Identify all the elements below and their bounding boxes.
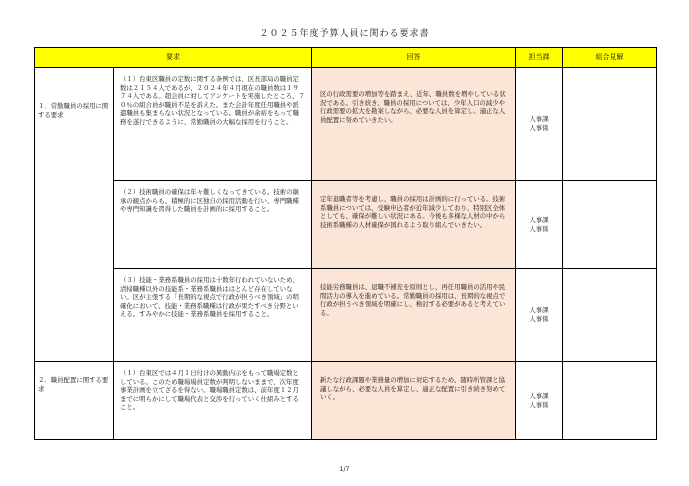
department-cell [516, 269, 563, 362]
answer-cell: 定年退職者等を考慮し、職員の採用は計画的に行っている。技術系職員については、受験申込者が近年減少しており、特別区全体としても、確保が難しい状況にある。今後も多様な人材の中から技術系職種の人材確保が図れるよう取り組んでいきたい。 [312, 181, 516, 269]
department-text: 人事課 人事係 [529, 115, 549, 132]
result-cell [563, 181, 657, 269]
request-cell: （２）技術職員の確保は年々難しくなってきている。技術の継承の観点からも、積極的に区独自の採用活動を行い、専門職種や専門知識を習得した職員を計画的に採用すること。 [114, 181, 312, 269]
request-cell: （１）台東区では４月１日付けの異動内示をもって職場定数としている。このため職場場員定数が判明しないままで、次年度事業計画を立てざるを得ない。職場職員定数は、前年度１２月までに明らかにして職場代表と交渉を行っていく仕組みとすること。 [114, 362, 312, 440]
result-cell [563, 362, 657, 440]
request-cell: （１）台東区職員の定数に関する条例では、区長部局の職員定数は２１５４人であるが、２０２４年４月現在の職員数は１９７４人である。超会員に対してアンケートを実施したところ、７０％の組合員が職員不足を訴えた。また会計年度任用職員や派遣職員も集まらない状況となっている。職員が余裕をもって職務を遂行できるように、常勤職員の大幅な採用を行うこと。 [114, 68, 312, 181]
table-header-row [35, 48, 657, 68]
header-department: 担当課 [516, 48, 563, 68]
result-cell [563, 68, 657, 181]
page-number: 1/7 [339, 466, 350, 473]
department-cell [516, 362, 563, 440]
category-cell: ２．職員配置に関する要求 [35, 362, 114, 440]
request-cell: （３）技能・業務系職員の採用は十数年行われていないため、清掃職種以外の技能系・業務系職員ははとんど存在していない。区が主張する「長期的な視点で行政が担うべき領域」の明確化において、技能・業務系職種は行政が果たすべき分野といえる。すみやかに技能・業務系職員を採用すること。 [114, 269, 312, 362]
table-row [35, 181, 657, 269]
answer-cell: 技能労務職員は、退職不補充を原則とし、再任用職員の活用や民間活力の導入を進めている。常勤職員の採用は、長期的な視点で行政が担うべき領域を明確にし、検討する必要があると考えている。 [312, 269, 516, 362]
request-table [34, 47, 657, 440]
department-text: 人事課 人事係 [529, 391, 549, 409]
result-cell [563, 269, 657, 362]
header-result: 組合見解 [563, 48, 657, 68]
category-cell: １．常勤職員の採用に関する要求 [35, 68, 114, 362]
header-request: 要求 [35, 48, 312, 68]
table-row [35, 269, 657, 362]
document-title: ２０２５年度予算人員に関わる要求書 [259, 29, 430, 39]
table-row [35, 362, 657, 440]
department-cell [516, 68, 563, 181]
table-row [35, 68, 657, 181]
answer-cell: 区の行政需要の増加等を踏まえ、近年、職員数を増やしている状況である。引き続き、職員の採用については、少年人口の減少や行政需要の拡大を勘案しながら、必要な人員を算定し、適正な人員配置に努めていきたい。 [312, 68, 516, 181]
header-answer: 回答 [312, 48, 516, 68]
department-cell [516, 181, 563, 269]
answer-cell: 新たな行政課題や業務量の増加に対応するため、随時所管課と協議しながら、必要な人員を算定し、適正な配置に引き続き努めていく。 [312, 362, 516, 440]
department-text: 人事課 人事係 [529, 306, 549, 323]
department-text: 人事課 人事係 [529, 215, 549, 233]
